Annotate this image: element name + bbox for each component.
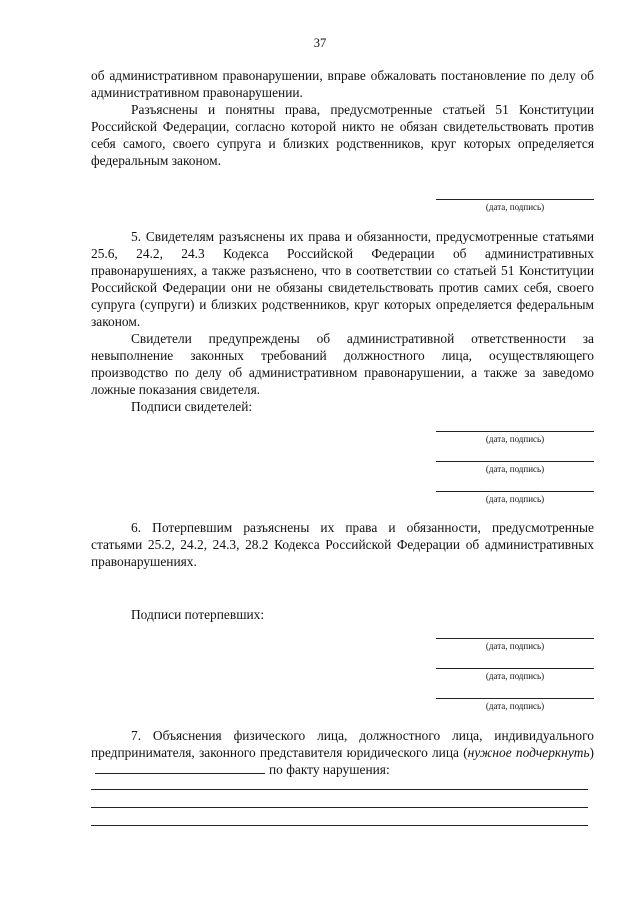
section-7 <box>91 727 594 778</box>
witness-signature-line <box>436 431 594 445</box>
victim-signature-line <box>436 698 594 712</box>
paragraph-witness-warning: Свидетели предупреждены об административной ответственности за невыполнение законных требований должностного лица, осуществляющего производство по делу об административном правонарушении, а также за заведомо ложные показания свидетеля. <box>91 331 594 397</box>
witness-signatures-label: Подписи свидетелей: <box>131 399 253 414</box>
paragraph-witness-rights: 5. Свидетелям разъяснены их права и обязанности, предусмотренные статьями 25.6, 24.2, 24.3 Кодекса Российской Федерации об административных правонарушениях, а также разъяснено, что в соответствии со статьей 51 Конституции Российской Федерации они не обязаны свидетельствовать против самих себя, своего супруга (супруги) и близких родственников, круг которых определяется федеральным законом. <box>91 229 594 329</box>
page-number: 37 <box>313 36 327 50</box>
signature-caption: (дата, подпись) <box>485 202 545 212</box>
section-5 <box>91 228 594 415</box>
explanation-text-b: ) <box>589 745 595 760</box>
victim-signature-line <box>436 638 594 652</box>
explanation-line[interactable] <box>91 825 588 826</box>
paragraph-explanations <box>91 727 594 778</box>
explanation-text-a: 7. Объяснения физического лица, должностного лица, индивидуального предпринимателя, законного представителя юридического лица ( <box>91 728 594 760</box>
victim-signature-line <box>436 668 594 682</box>
signature-caption: (дата, подпись) <box>485 641 545 651</box>
paragraph-rights-explained: Разъяснены и понятны права, предусмотренные статьей 51 Конституции Российской Федерации, согласно которой никто не обязан свидетельствовать против себя самого, своего супруга и близких родственников, круг которых определяется федеральным законом. <box>91 102 594 168</box>
section-6 <box>91 519 594 570</box>
blank-field[interactable] <box>95 761 265 774</box>
victim-signatures-label: Подписи потерпевших: <box>131 607 265 622</box>
victim-signatures <box>91 606 594 623</box>
signature-line <box>436 199 594 213</box>
witness-signature-line <box>436 461 594 475</box>
signature-caption: (дата, подпись) <box>485 464 545 474</box>
paragraph-appeal: об административном правонарушении, вправе обжаловать постановление по делу об административном правонарушении. <box>91 68 594 100</box>
signature-caption: (дата, подпись) <box>485 701 545 711</box>
explanation-italic: нужное подчеркнуть <box>467 745 590 760</box>
explanation-text-c: по факту нарушения: <box>269 762 390 777</box>
witness-signature-line <box>436 491 594 505</box>
signature-caption: (дата, подпись) <box>485 434 545 444</box>
signature-caption: (дата, подпись) <box>485 494 545 504</box>
paragraph-victim-rights: 6. Потерпевшим разъяснены их права и обязанности, предусмотренные статьями 25.2, 24.2, 24.3, 28.2 Кодекса Российской Федерации об административных правонарушениях. <box>91 520 594 569</box>
signature-caption: (дата, подпись) <box>485 671 545 681</box>
previous-section <box>91 67 594 169</box>
explanation-line[interactable] <box>91 807 588 808</box>
explanation-line[interactable] <box>91 789 588 790</box>
